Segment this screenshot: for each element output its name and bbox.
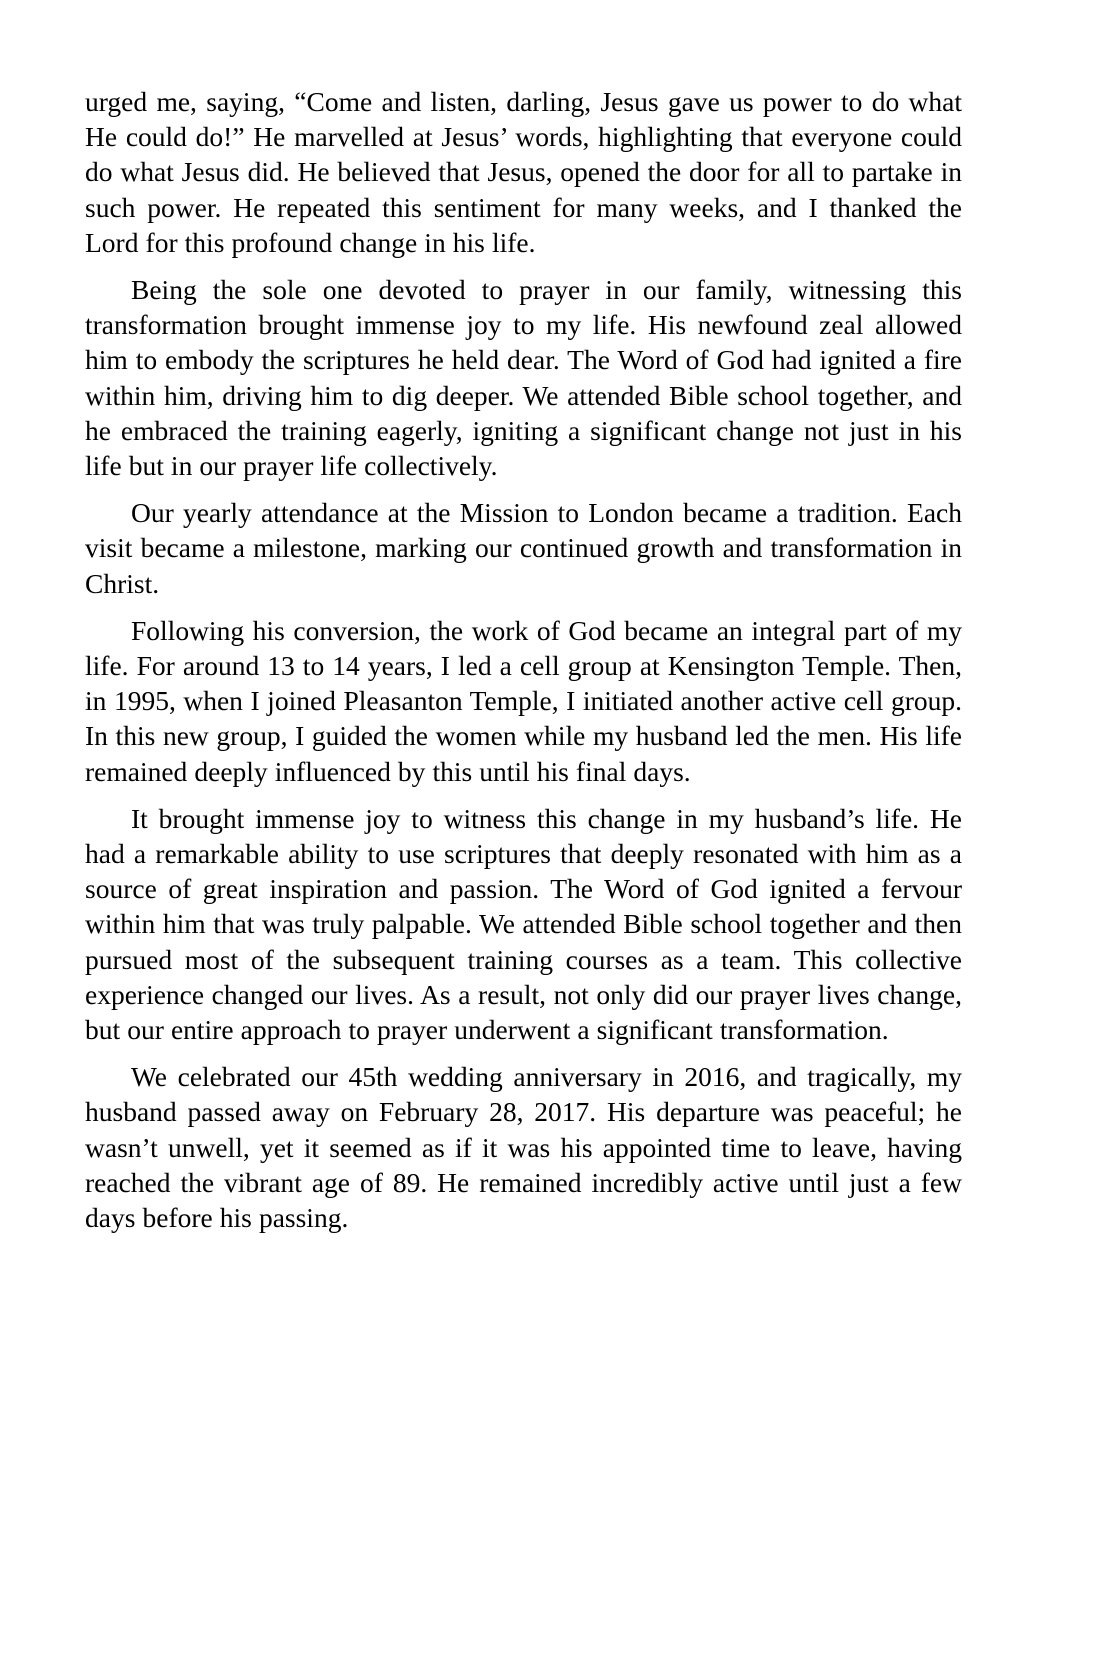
paragraph-1: urged me, saying, “Come and listen, darling, Jesus gave us power to do what He could do!” He marvelled at Jesus’ words, highlighting that everyone could do what Jesus did. He believed that Jesus, opened the door for all to partake in such power. He repeated this sentiment for many weeks, and I thanked the Lord for this profound change in his life.	[85, 86, 962, 258]
body-text-column	[85, 84, 962, 1235]
paragraph-3: Our yearly attendance at the Mission to London became a tradition. Each visit became a milestone, marking our continued growth and transformation in Christ.	[85, 497, 962, 599]
paragraph-4: Following his conversion, the work of God became an integral part of my life. For around 13 to 14 years, I led a cell group at Kensington Temple. Then, in 1995, when I joined Pleasanton Temple, I initiated another active cell group. In this new group, I guided the women while my husband led the men. His life remained deeply influenced by this until his final days.	[85, 614, 962, 787]
paragraph-2: Being the sole one devoted to prayer in our family, witnessing this transformation brought immense joy to my life. His newfound zeal allowed him to embody the scriptures he held dear. The Word of God had ignited a fire within him, driving him to dig deeper. We attended Bible school together, and he embraced the training eagerly, igniting a significant change not just in his life but in our prayer life collectively.	[85, 274, 962, 482]
paragraph-5: It brought immense joy to witness this change in my husband’s life. He had a remarkable ability to use scriptures that deeply resonated with him as a source of great inspiration and passion. The Word of God ignited a fervour within him that was truly palpable. We attended Bible school together and then pursued most of the subsequent training courses as a team. This collective experience changed our lives. As a result, not only did our prayer lives change, but our entire approach to prayer underwent a significant transformation.	[85, 802, 962, 1046]
paragraph-6: We celebrated our 45th wedding anniversary in 2016, and tragically, my husband passed away on February 28, 2017. His departure was peaceful; he wasn’t unwell, yet it seemed as if it was his appointed time to leave, having reached the vibrant age of 89. He remained incredibly active until just a few days before his passing.	[85, 1061, 962, 1234]
